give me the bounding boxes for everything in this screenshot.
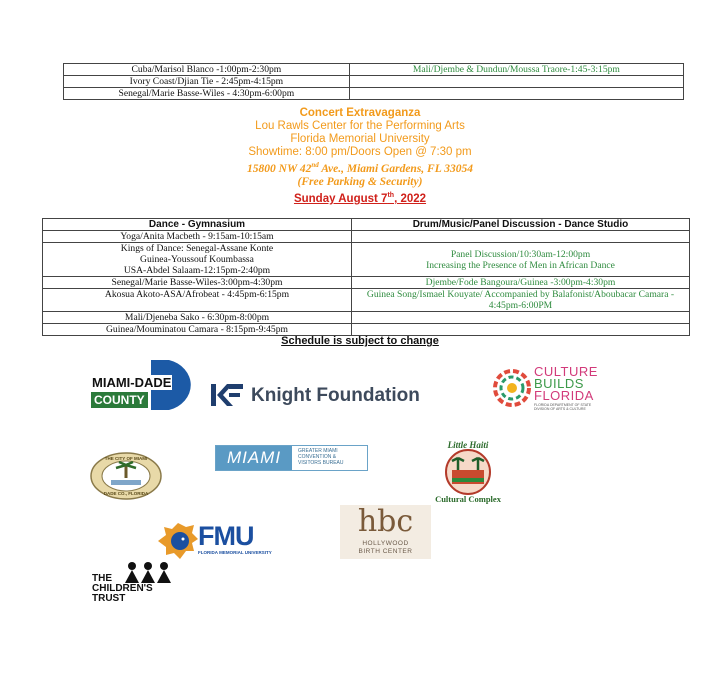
table-cell <box>352 231 690 243</box>
address-sup: nd <box>311 161 319 169</box>
city-of-miami-seal <box>89 452 163 500</box>
cell-line: USA-Abdel Salaam-12:15pm-2:40pm <box>123 265 271 276</box>
gmcvb-line1: GREATER MIAMI <box>298 448 338 454</box>
culture-line3: FLORIDA <box>534 388 594 403</box>
table-cell: Mali/Djembe & Dundun/Moussa Traore-1:45-3:15pm <box>349 64 683 76</box>
date-suffix: , 2022 <box>394 192 427 205</box>
cell-line: Panel Discussion/10:30am-12:00pm <box>450 248 591 260</box>
table-cell: Akosua Akoto-ASA/Afrobeat - 4:45pm-6:15pm <box>43 289 352 312</box>
column-header-drum: Drum/Music/Panel Discussion - Dance Studio <box>352 219 690 231</box>
schedule-note: Schedule is subject to change <box>281 335 439 347</box>
hollywood-birth-center-logo <box>340 505 431 559</box>
event-date <box>0 192 720 205</box>
concert-title: Concert Extravaganza <box>299 107 421 119</box>
trust-line2: CHILDREN'S <box>92 583 153 594</box>
hbc-line1: HOLLYWOOD <box>362 540 409 547</box>
address-suffix: Ave., Miami Gardens, FL 33054 <box>318 162 473 175</box>
table-row <box>43 289 690 312</box>
miami-dade-line1: MIAMI-DADE <box>92 375 172 390</box>
little-haiti-bottom: Cultural Complex <box>435 494 501 504</box>
table-row <box>64 76 684 88</box>
date-sup: th <box>387 192 395 199</box>
cell-line: Kings of Dance: Senegal-Assane Konte <box>120 243 274 254</box>
cell-line: Increasing the Presence of Men in African Dance <box>426 259 615 271</box>
miami-dade-logo <box>89 358 201 412</box>
little-haiti-top: Little Haiti <box>447 440 489 450</box>
column-header-dance: Dance - Gymnasium <box>43 219 352 231</box>
knight-foundation-logo <box>211 382 461 412</box>
table-cell: Senegal/Marie Basse-Wiles - 4:30pm-6:00pm <box>64 88 350 100</box>
table-cell: Senegal/Marie Basse-Wiles-3:00pm-4:30pm <box>43 277 352 289</box>
table-cell <box>352 312 690 324</box>
table-cell <box>43 243 352 277</box>
fmu-mark: FMU <box>198 521 254 551</box>
table-cell: Djembe/Fode Bangoura/Guinea -3:00pm-4:30pm <box>352 277 690 289</box>
lion-icon <box>156 521 200 561</box>
cell-line: Guinea-Youssouf Koumbassa <box>140 254 254 265</box>
culture-line2: BUILDS <box>534 376 584 391</box>
table-header-row <box>43 219 690 231</box>
concert-university: Florida Memorial University <box>290 133 430 145</box>
culture-builds-florida-logo <box>493 366 605 412</box>
city-seal-top: THE CITY OF MIAMI <box>104 456 148 461</box>
table-cell <box>352 243 690 277</box>
childrens-trust-logo <box>90 561 182 607</box>
table-row <box>43 243 690 277</box>
table-cell: Mali/Djeneba Sako - 6:30pm-8:00pm <box>43 312 352 324</box>
table-row <box>43 312 690 324</box>
trust-line1: THE <box>92 573 112 584</box>
table-row <box>43 324 690 336</box>
table-row <box>64 88 684 100</box>
concert-showtime: Showtime: 8:00 pm/Doors Open @ 7:30 pm <box>248 146 472 158</box>
little-haiti-logo <box>428 440 508 506</box>
spiral-icon <box>493 366 531 410</box>
concert-parking: (Free Parking & Security) <box>297 175 423 188</box>
table-cell: Yoga/Anita Macbeth - 9:15am-10:15am <box>43 231 352 243</box>
hbc-line2: BIRTH CENTER <box>358 548 413 555</box>
concert-info <box>0 107 720 189</box>
table-cell: Guinea/Mouminatou Camara - 8:15pm-9:45pm <box>43 324 352 336</box>
address-prefix: 15800 NW 42 <box>247 162 312 175</box>
culture-line1: CULTURE <box>534 364 598 379</box>
knight-kf-icon <box>211 384 243 406</box>
gmcvb-mark: MIAMI <box>216 446 292 470</box>
hbc-mark: hbc <box>357 504 414 539</box>
fmu-sub: FLORIDA MEMORIAL UNIVERSITY <box>198 550 272 555</box>
gmcvb-line3: VISITORS BUREAU <box>298 460 344 466</box>
table-row <box>64 64 684 76</box>
table-cell <box>352 324 690 336</box>
table-row <box>43 277 690 289</box>
table-cell: Guinea Song/Ismael Kouyate/ Accompanied by Balafonist/Aboubacar Camara - 4:45pm-6:00PM <box>352 289 690 312</box>
table-cell <box>349 88 683 100</box>
knight-text: Knight Foundation <box>251 385 420 406</box>
table-cell <box>349 76 683 88</box>
date-prefix: Sunday August 7 <box>293 192 388 205</box>
table-cell: Ivory Coast/Djian Tie - 2:45pm-4:15pm <box>64 76 350 88</box>
top-schedule-table <box>63 63 684 100</box>
sunday-schedule-table <box>42 218 690 336</box>
culture-sub: FLORIDA DEPARTMENT OF STATE DIVISION OF ARTS & CULTURE <box>534 403 592 411</box>
concert-address <box>0 159 720 176</box>
gmcvb-line2: CONVENTION & <box>298 454 337 460</box>
gmcvb-logo <box>215 445 368 471</box>
children-figures-icon <box>122 561 182 585</box>
fmu-logo <box>156 521 292 563</box>
city-seal-bottom: DADE CO., FLORIDA <box>103 491 149 496</box>
miami-dade-line2: COUNTY <box>91 392 148 408</box>
trust-line3: TRUST <box>92 593 126 604</box>
concert-venue: Lou Rawls Center for the Performing Arts <box>255 120 465 132</box>
table-cell: Cuba/Marisol Blanco -1:00pm-2:30pm <box>64 64 350 76</box>
table-row <box>43 231 690 243</box>
